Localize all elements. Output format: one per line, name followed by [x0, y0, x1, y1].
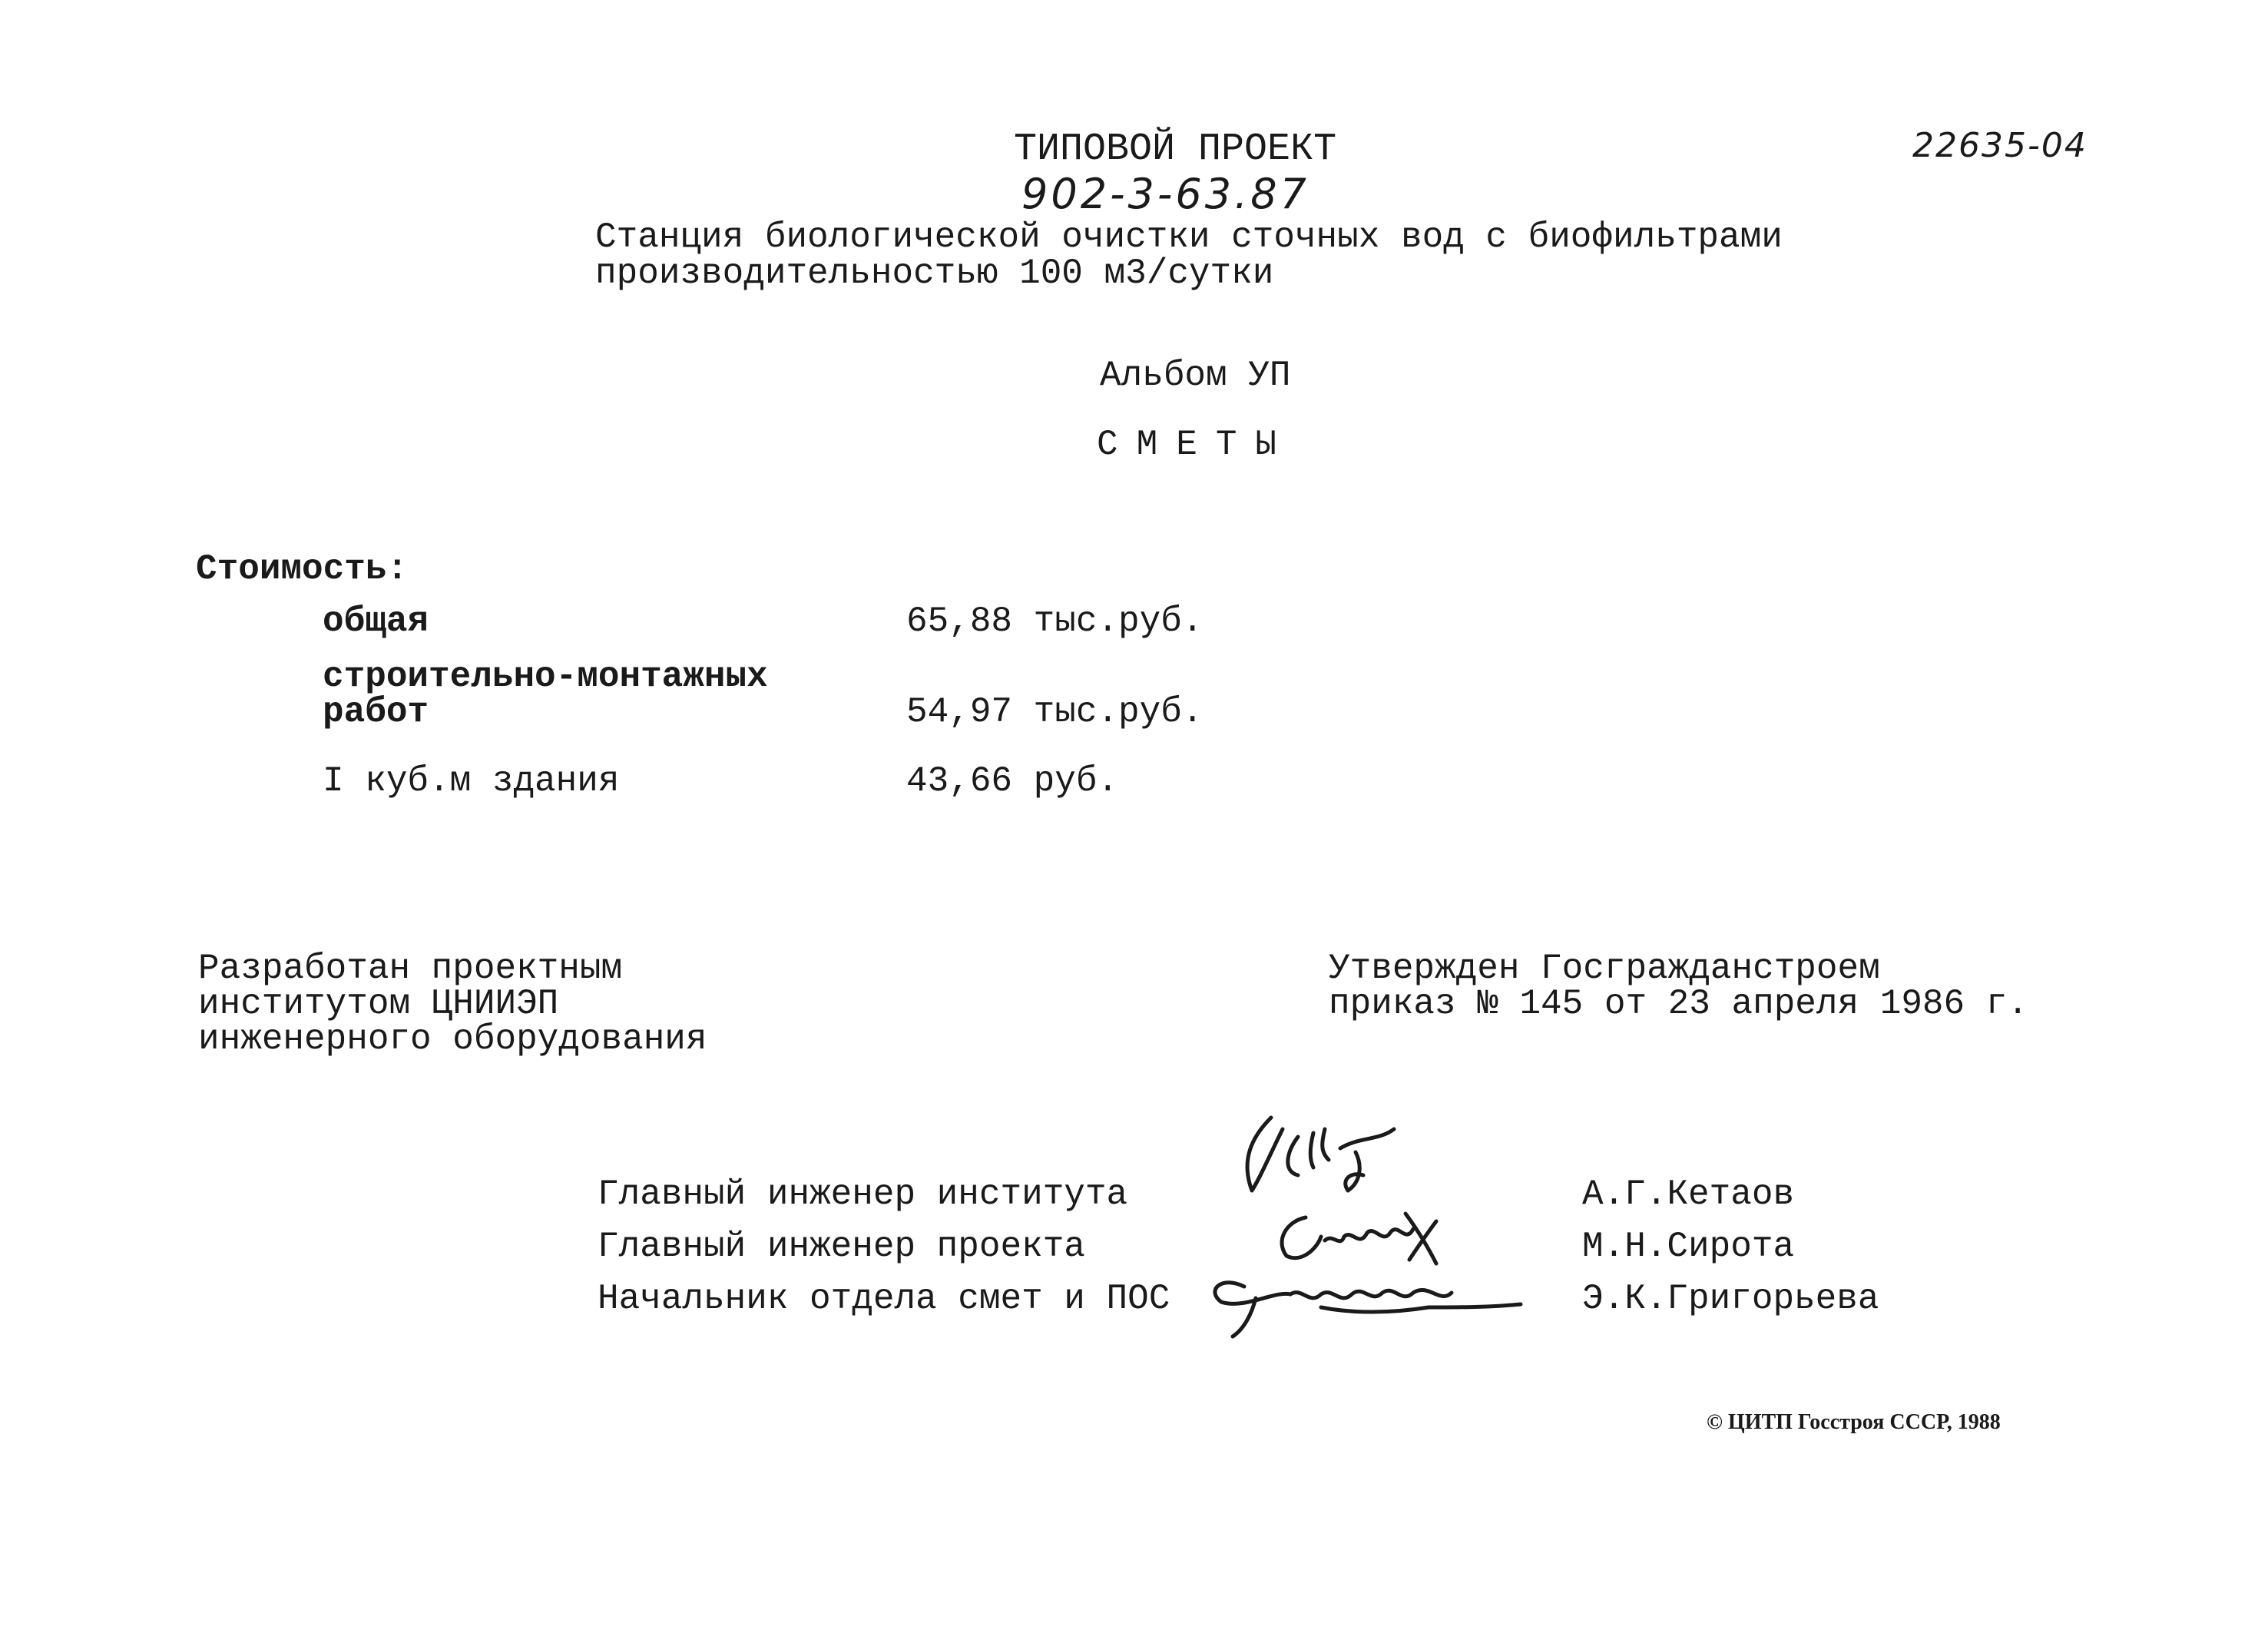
- cost-value-per-cubic-meter: 43,66 руб.: [906, 761, 1119, 801]
- album-label: Альбом УП: [1100, 356, 1291, 396]
- signature-stroke: [1282, 1217, 1321, 1258]
- signature-stroke: [1310, 1133, 1313, 1168]
- developer-line: инженерного оборудования: [198, 1019, 707, 1059]
- signatory-role: Главный инженер института: [598, 1174, 1128, 1214]
- developer-block: [198, 951, 707, 1057]
- cost-value-total: 65,88 тыс.руб.: [906, 601, 1204, 641]
- signature-stroke: [1247, 1118, 1283, 1191]
- copyright-notice: © ЦИТП Госстроя СССР, 1988: [1707, 1410, 2001, 1434]
- cost-value-construction: 54,97 тыс.руб.: [906, 692, 1204, 732]
- signatory-role: Главный инженер проекта: [598, 1227, 1085, 1267]
- reference-code: 22635-04: [1912, 126, 2088, 165]
- section-title: СМЕТЫ: [1097, 425, 1296, 465]
- project-number: 902-3-63.87: [1021, 170, 1309, 218]
- cost-heading: Стоимость:: [196, 549, 409, 589]
- cost-label-total: общая: [323, 601, 429, 641]
- cost-label-per-cubic-meter: I куб.м здания: [323, 761, 620, 801]
- approval-block: [1329, 951, 2028, 1022]
- signatory-role: Начальник отдела смет и ПОС: [598, 1279, 1170, 1319]
- signature-stroke: [1290, 1290, 1452, 1297]
- signature-stroke: [1321, 1304, 1521, 1312]
- handwritten-signatures: [1198, 1106, 1582, 1352]
- developer-line: институтом ЦНИИЭП: [198, 984, 559, 1024]
- cost-label-construction-line2: работ: [323, 692, 429, 732]
- project-subtitle: Станция биологической очистки сточных вод с биофильтрами производительностью 100 м3/сутки: [595, 217, 1783, 293]
- signatory-name: Э.К.Григорьева: [1582, 1279, 1879, 1319]
- signature-stroke: [1215, 1283, 1290, 1304]
- signature-stroke: [1405, 1214, 1436, 1264]
- signature-stroke: [1325, 1229, 1413, 1241]
- approval-line: приказ № 145 от 23 апреля 1986 г.: [1329, 984, 2028, 1024]
- signatory-name: М.Н.Сирота: [1582, 1227, 1795, 1267]
- signature-stroke: [1288, 1137, 1298, 1175]
- approval-line: Утвержден Госгражданстроем: [1329, 949, 1880, 989]
- cost-label-construction: строительно-монтажных: [323, 657, 768, 697]
- document-type-title: ТИПОВОЙ ПРОЕКТ: [1014, 128, 1337, 171]
- signature-stroke: [1340, 1129, 1394, 1191]
- signatory-name: А.Г.Кетаов: [1582, 1174, 1795, 1214]
- signature-stroke: [1323, 1129, 1329, 1160]
- developer-line: Разработан проектным: [198, 949, 623, 989]
